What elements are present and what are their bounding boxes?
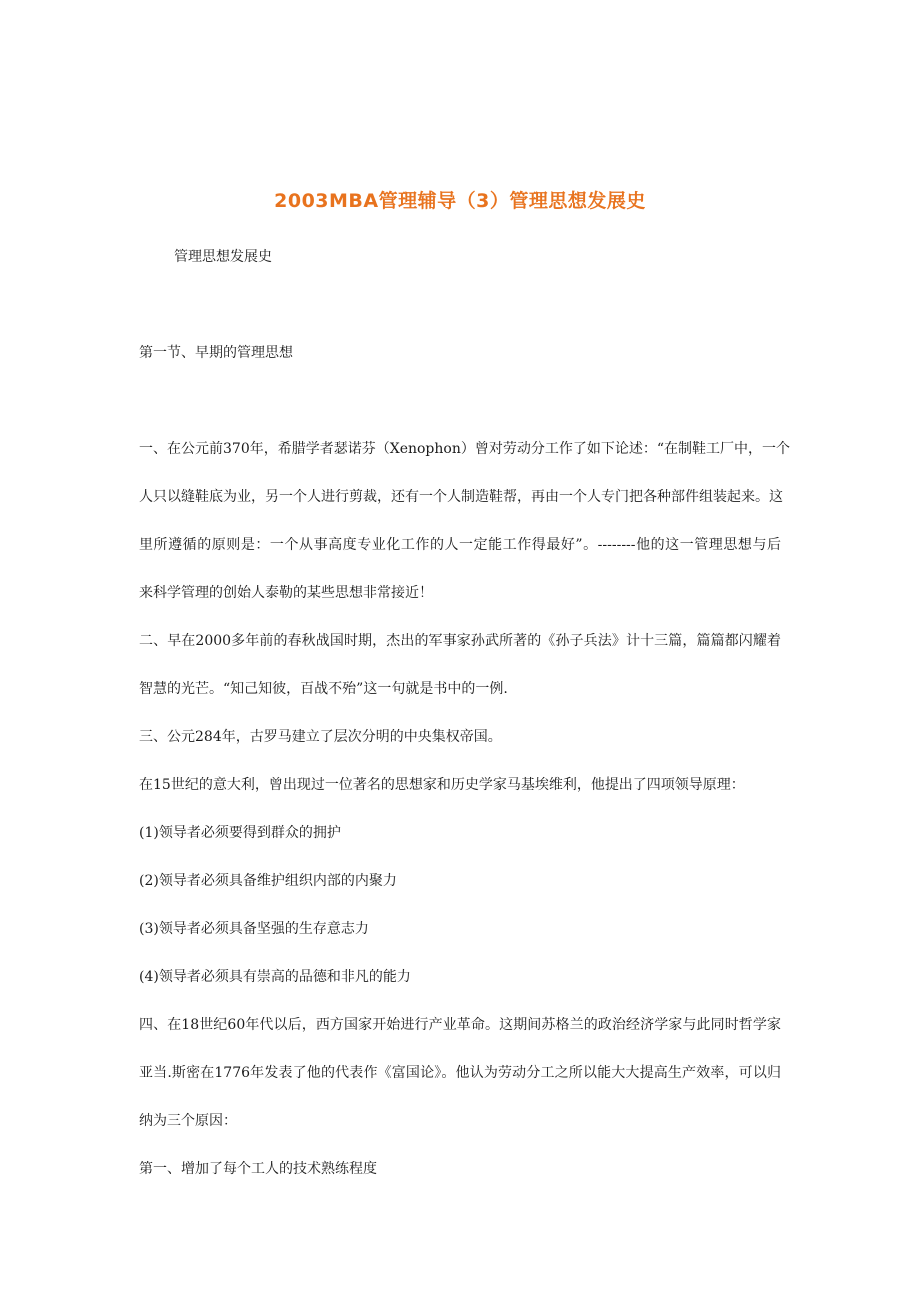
document-subtitle: 管理思想发展史	[174, 249, 272, 265]
paragraph-reason-one	[139, 1145, 781, 1193]
list-item: (3)领导者必须具备坚强的生存意志力	[139, 921, 369, 937]
paragraph-line: 一、在公元前370年，希腊学者瑟诺芬（Xenophon）曾对劳动分工作了如下论述：“在制鞋工厂中，一个	[139, 441, 790, 457]
principles-list	[139, 809, 781, 1001]
paragraph-adam-smith	[139, 1001, 781, 1145]
paragraph-line: 来科学管理的创始人泰勒的某些思想非常接近！	[139, 585, 433, 601]
paragraph-line: 三、公元284年，古罗马建立了层次分明的中央集权帝国。	[139, 729, 502, 745]
paragraph-line: 二、早在2000多年前的春秋战国时期，杰出的军事家孙武所著的《孙子兵法》计十三篇，篇篇都闪耀着	[139, 633, 781, 649]
document-title: 2003MBA管理辅导（3）管理思想发展史	[274, 190, 646, 212]
list-item: (2)领导者必须具备维护组织内部的内聚力	[139, 873, 397, 889]
paragraph-line: 四、在18世纪60年代以后，西方国家开始进行产业革命。这期间苏格兰的政治经济学家与此同时哲学家	[139, 1017, 781, 1033]
paragraph-machiavelli	[139, 761, 781, 809]
paragraph-xenophon	[139, 425, 790, 617]
paragraph-line: 里所遵循的原则是：一个从事高度专业化工作的人一定能工作得最好”。--------他的这一管理思想与后	[139, 537, 781, 553]
paragraph-line: 纳为三个原因：	[139, 1113, 237, 1129]
paragraph-line: 人只以缝鞋底为业，另一个人进行剪裁，还有一个人制造鞋帮，再由一个人专门把各种部件组装起来。这	[139, 489, 783, 505]
paragraph-sunzi	[139, 617, 781, 713]
paragraph-line: 亚当.斯密在1776年发表了他的代表作《富国论》。他认为劳动分工之所以能大大提高生产效率，可以归	[139, 1065, 781, 1081]
list-item: (4)领导者必须具有崇高的品德和非凡的能力	[139, 969, 411, 985]
paragraph-line: 智慧的光芒。“知己知彼，百战不殆”这一句就是书中的一例.	[139, 681, 508, 697]
section-heading-text: 第一节、早期的管理思想	[139, 345, 293, 361]
list-item: (1)领导者必须要得到群众的拥护	[139, 825, 341, 841]
paragraph-line: 第一、增加了每个工人的技术熟练程度	[139, 1161, 377, 1177]
paragraph-line: 在15世纪的意大利，曾出现过一位著名的思想家和历史学家马基埃维利，他提出了四项领导原理：	[139, 777, 745, 793]
section-heading	[139, 329, 781, 377]
paragraph-rome	[139, 713, 781, 761]
